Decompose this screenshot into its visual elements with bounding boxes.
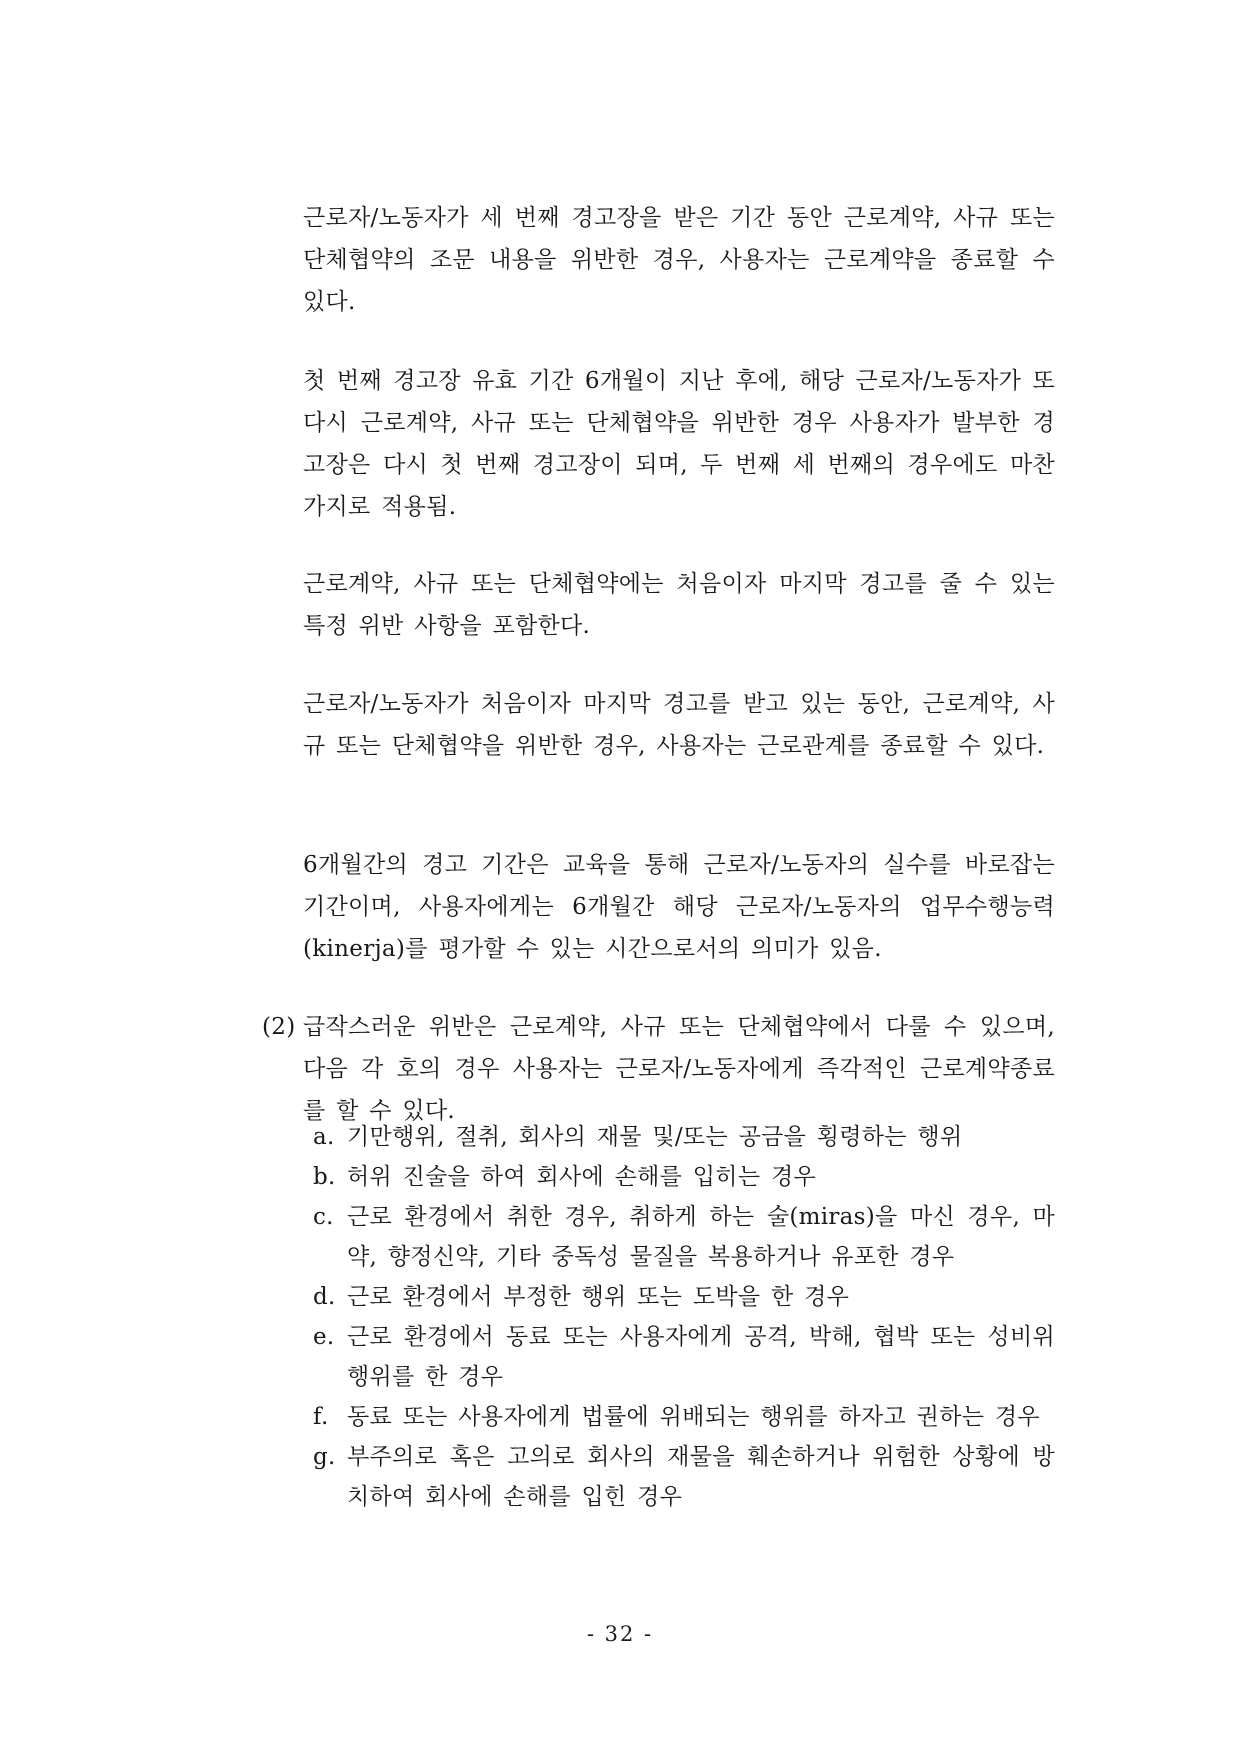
list-item-marker: d. <box>313 1284 336 1310</box>
paragraph-warning-period-meaning: 6개월간의 경고 기간은 교육을 통해 근로자/노동자의 실수를 바로잡는 기간이며, 사용자에게는 6개월간 해당 근로자/노동자의 업무수행능력(kinerja)를 평가할 수 있는 시간으로서의 의미가 있음. <box>303 852 1055 962</box>
list-item-text: 근로 환경에서 동료 또는 사용자에게 공격, 박해, 협박 또는 성비위 행위를 한 경우 <box>347 1324 1055 1390</box>
list-item <box>313 1157 1055 1197</box>
list-item-marker: a. <box>313 1124 335 1150</box>
page-number: - 32 - <box>586 1622 654 1646</box>
violation-list <box>313 1117 1055 1517</box>
list-item <box>313 1397 1055 1437</box>
list-item-text: 부주의로 혹은 고의로 회사의 재물을 훼손하거나 위험한 상황에 방치하여 회사에 손해를 입힌 경우 <box>347 1444 1055 1510</box>
list-item <box>313 1117 1055 1157</box>
list-item-marker: f. <box>313 1404 329 1430</box>
list-item-text: 허위 진술을 하여 회사에 손해를 입히는 경우 <box>347 1164 816 1190</box>
paragraph-final-warning-violations: 근로계약, 사규 또는 단체협약에는 처음이자 마지막 경고를 줄 수 있는 특정 위반 사항을 포함한다. <box>303 571 1055 639</box>
list-item-text: 근로 환경에서 부정한 행위 또는 도박을 한 경우 <box>347 1284 850 1310</box>
paragraph-third-warning: 근로자/노동자가 세 번째 경고장을 받은 기간 동안 근로계약, 사규 또는 단체협약의 조문 내용을 위반한 경우, 사용자는 근로계약을 종료할 수 있다. <box>303 205 1055 315</box>
list-item-marker: c. <box>313 1204 334 1230</box>
list-item <box>313 1317 1055 1397</box>
list-item-marker: e. <box>313 1324 335 1350</box>
section-2-text: 급작스러운 위반은 근로계약, 사규 또는 단체협약에서 다룰 수 있으며, 다음 각 호의 경우 사용자는 근로자/노동자에게 즉각적인 근로계약종료를 할 수 있다. <box>303 1014 1055 1124</box>
section-2 <box>262 1006 1055 1132</box>
list-item <box>313 1437 1055 1517</box>
list-item-text: 동료 또는 사용자에게 법률에 위배되는 행위를 하자고 권하는 경우 <box>347 1404 1040 1430</box>
list-item-text: 근로 환경에서 취한 경우, 취하게 하는 술(miras)을 마신 경우, 마약, 향정신약, 기타 중독성 물질을 복용하거나 유포한 경우 <box>347 1204 1055 1270</box>
list-item-text: 기만행위, 절취, 회사의 재물 및/또는 공금을 횡령하는 행위 <box>347 1124 963 1150</box>
list-item <box>313 1197 1055 1277</box>
list-item-marker: g. <box>313 1444 336 1470</box>
paragraph-final-warning-termination: 근로자/노동자가 처음이자 마지막 경고를 받고 있는 동안, 근로계약, 사규 또는 단체협약을 위반한 경우, 사용자는 근로관계를 종료할 수 있다. <box>303 691 1055 759</box>
section-2-number: (2) <box>262 1014 296 1040</box>
list-item <box>313 1277 1055 1317</box>
list-item-marker: b. <box>313 1164 336 1190</box>
paragraph-warning-reset: 첫 번째 경고장 유효 기간 6개월이 지난 후에, 해당 근로자/노동자가 또다시 근로계약, 사규 또는 단체협약을 위반한 경우 사용자가 발부한 경고장은 다시 첫 번째 경고장이 되며, 두 번째 세 번째의 경우에도 마찬가지로 적용됨. <box>303 368 1055 520</box>
